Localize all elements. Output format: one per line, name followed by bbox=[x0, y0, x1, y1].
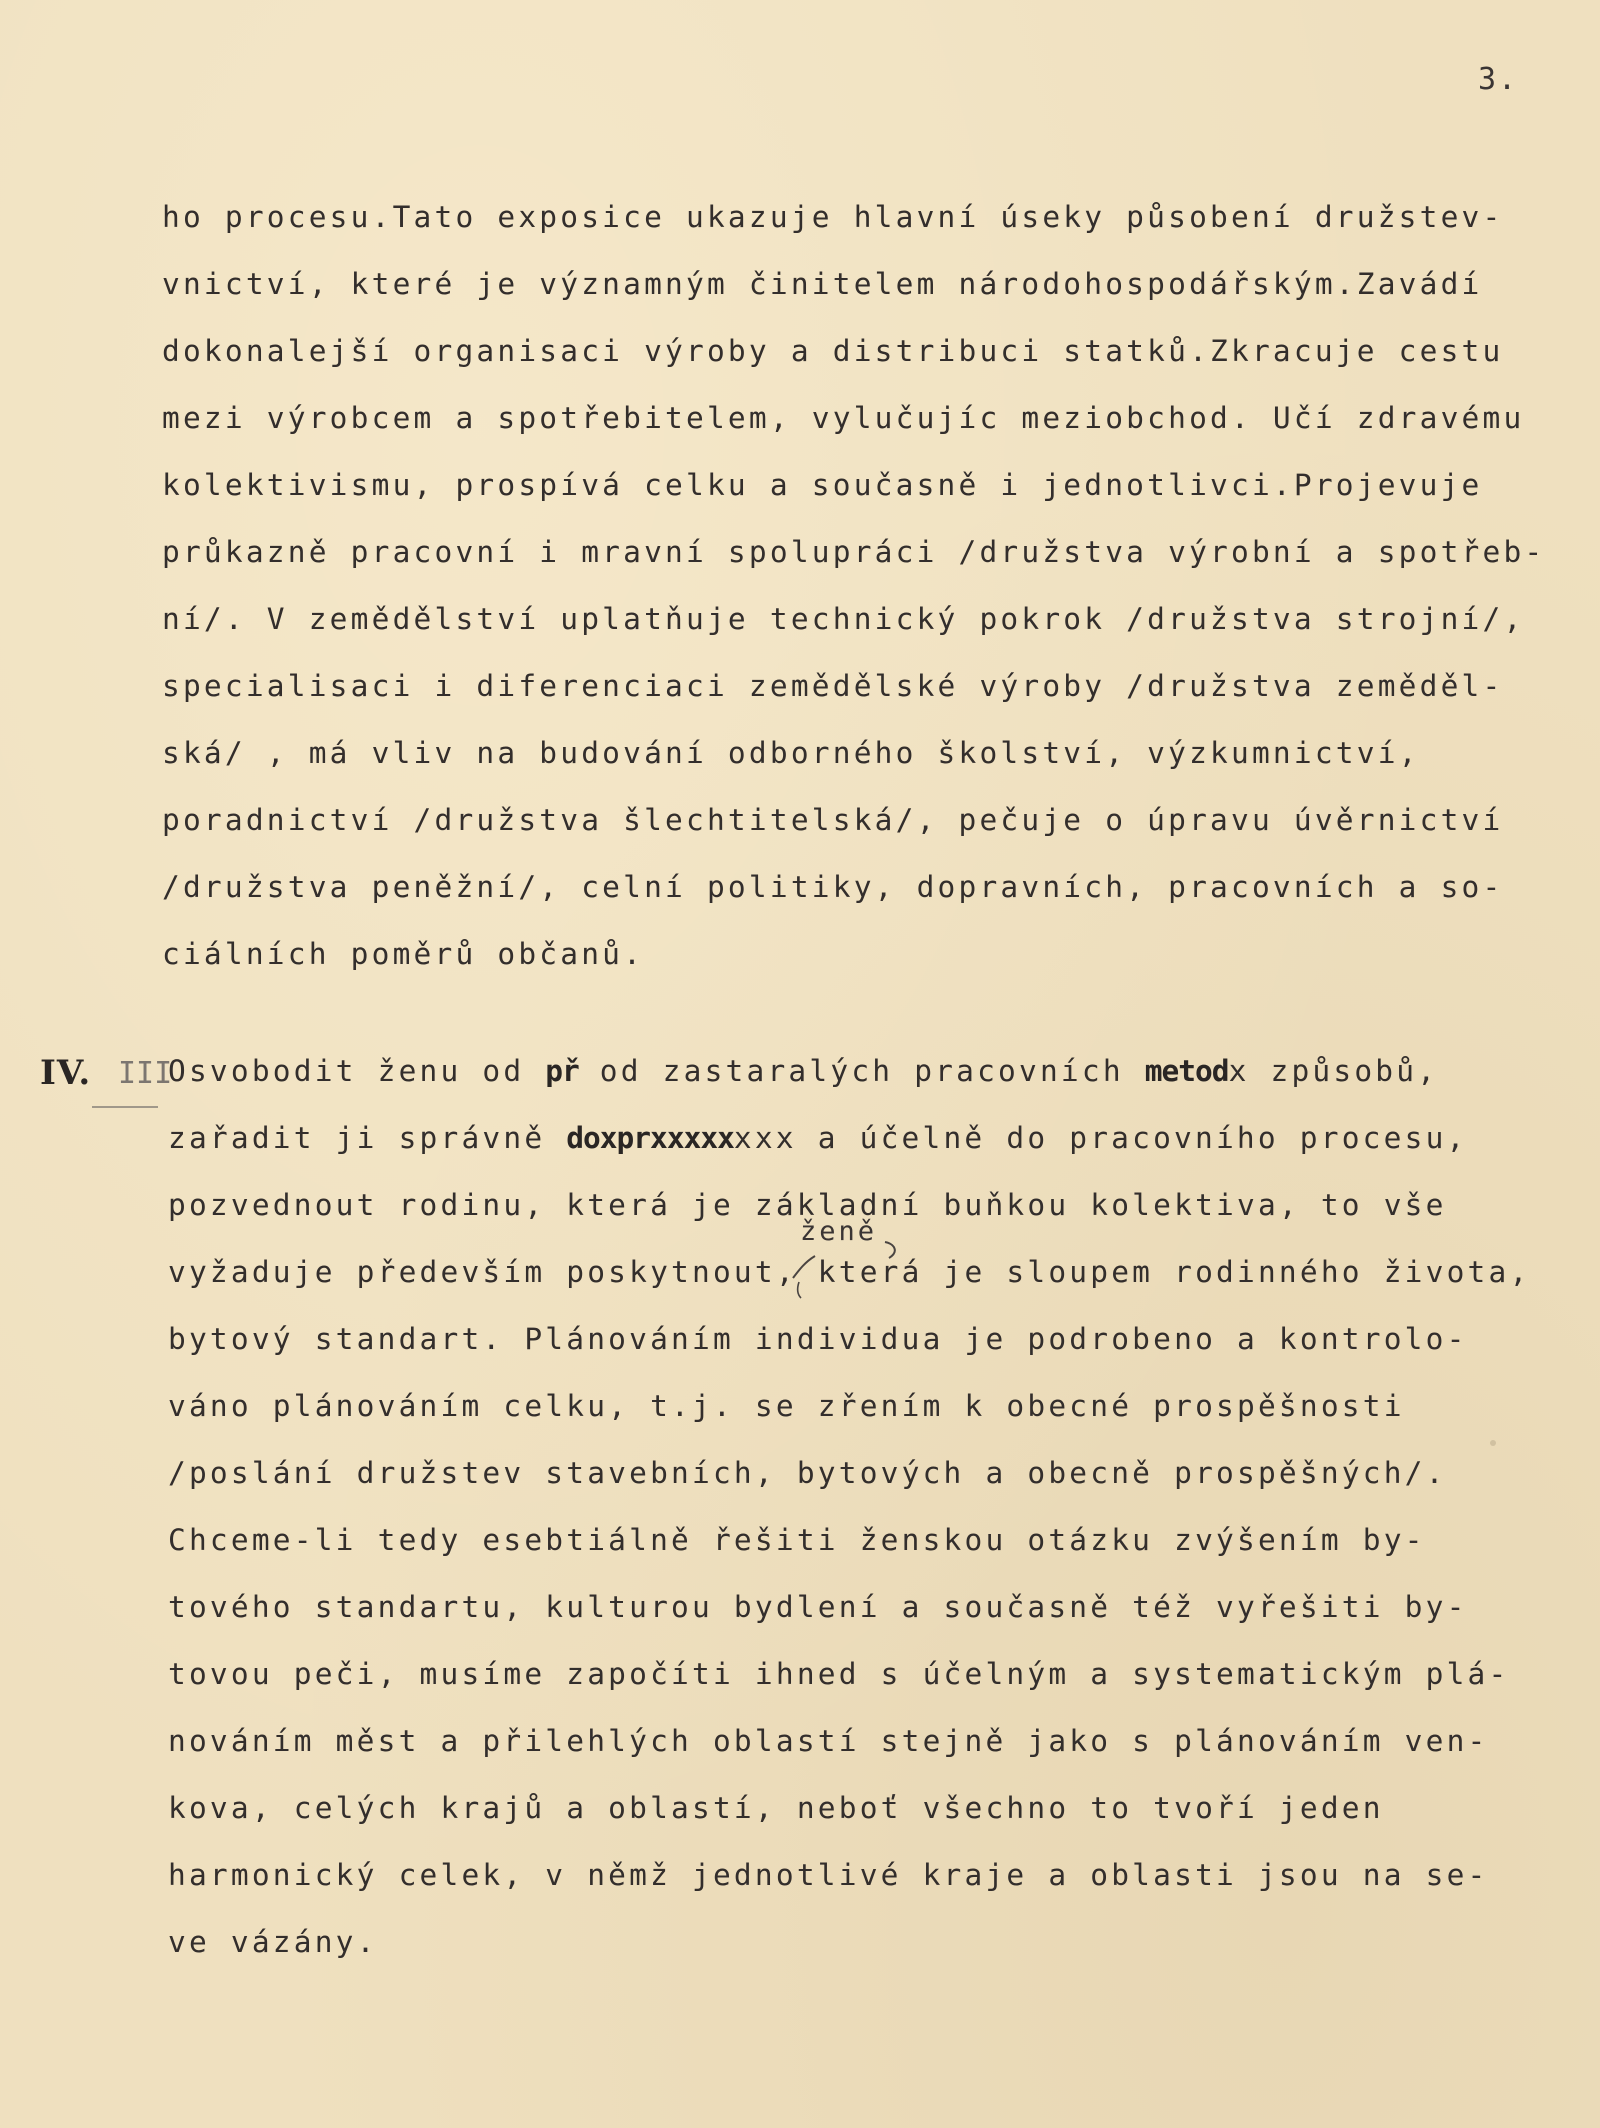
text-segment: zařadit ji správně bbox=[168, 1121, 567, 1155]
text-segment: a účelně do pracovního procesu, bbox=[796, 1121, 1468, 1155]
text-line bbox=[168, 1054, 1438, 1088]
text-line: bytový standart. Plánováním individua je podrobeno a kontrolo- bbox=[168, 1322, 1468, 1356]
text-line: ní/. V zemědělství uplatňuje technický pokrok /družstva strojní/, bbox=[162, 602, 1525, 636]
text-line: specialisaci i diferenciaci zemědělské výroby /družstva zeměděl- bbox=[162, 669, 1504, 703]
text-line bbox=[168, 1121, 1468, 1155]
text-segment: způsobů, bbox=[1249, 1054, 1439, 1088]
text-line: ho procesu.Tato exposice ukazuje hlavní úseky působení družstev- bbox=[162, 200, 1504, 234]
section-marker-struck: III bbox=[118, 1056, 173, 1091]
text-line: /družstva peněžní/, celní politiky, dopravních, pracovních a so- bbox=[162, 870, 1504, 904]
text-line: kolektivismu, prospívá celku a současně i jednotlivci.Projevuje bbox=[162, 468, 1483, 502]
paper-speck bbox=[1490, 1440, 1496, 1446]
text-line: kova, celých krajů a oblastí, neboť všechno to tvoří jeden bbox=[168, 1791, 1384, 1825]
text-line: průkazně pracovní i mravní spolupráci /družstva výrobní a spotřeb- bbox=[162, 535, 1546, 569]
text-line: vyžaduje především poskytnout, která je sloupem rodinného života, bbox=[168, 1255, 1531, 1289]
text-segment: Osvobodit ženu od bbox=[168, 1054, 546, 1088]
text-line: váno plánováním celku, t.j. se zřením k obecné prospěšnosti bbox=[168, 1389, 1405, 1423]
text-line: Chceme-li tedy esebtiálně řešiti ženskou otázku zvýšením by- bbox=[168, 1523, 1426, 1557]
marker-underline bbox=[92, 1106, 158, 1108]
struck-text: metod bbox=[1144, 1054, 1229, 1088]
text-line: dokonalejší organisaci výroby a distribuci statků.Zkracuje cestu bbox=[162, 334, 1504, 368]
text-segment: xxx bbox=[733, 1121, 797, 1155]
text-line: pozvednout rodinu, která je základní buňkou kolektiva, to vše bbox=[168, 1188, 1447, 1222]
text-line: tového standartu, kulturou bydlení a současně též vyřešiti by- bbox=[168, 1590, 1468, 1624]
text-segment: od zastaralých pracovních bbox=[578, 1054, 1145, 1088]
text-line: mezi výrobcem a spotřebitelem, vylučujíc meziobchod. Učí zdravému bbox=[162, 401, 1525, 435]
text-line: nováním měst a přilehlých oblastí stejně jako s plánováním ven- bbox=[168, 1724, 1489, 1758]
text-line: poradnictví /družstva šlechtitelská/, pečuje o úpravu úvěrnictví bbox=[162, 803, 1504, 837]
text-line: ská/ , má vliv na budování odborného školství, výzkumnictví, bbox=[162, 736, 1420, 770]
text-line: vnictví, které je významným činitelem národohospodářským.Zavádí bbox=[162, 267, 1483, 301]
text-segment: x bbox=[1228, 1054, 1250, 1088]
page-number: 3. bbox=[1478, 62, 1519, 97]
text-line: harmonický celek, v němž jednotlivé kraje a oblasti jsou na se- bbox=[168, 1858, 1489, 1892]
text-line: tovou peči, musíme započíti ihned s účelným a systematickým plá- bbox=[168, 1657, 1510, 1691]
section-marker: IV. bbox=[40, 1053, 92, 1093]
handwritten-insertion: ženě bbox=[800, 1216, 878, 1247]
struck-text: př bbox=[545, 1054, 579, 1088]
struck-text: doxprxxxxx bbox=[566, 1121, 734, 1155]
text-line: ve vázány. bbox=[168, 1925, 378, 1959]
text-line: /poslání družstev stavebních, bytových a obecně prospěšných/. bbox=[168, 1456, 1447, 1490]
text-line: ciálních poměrů občanů. bbox=[162, 937, 645, 971]
